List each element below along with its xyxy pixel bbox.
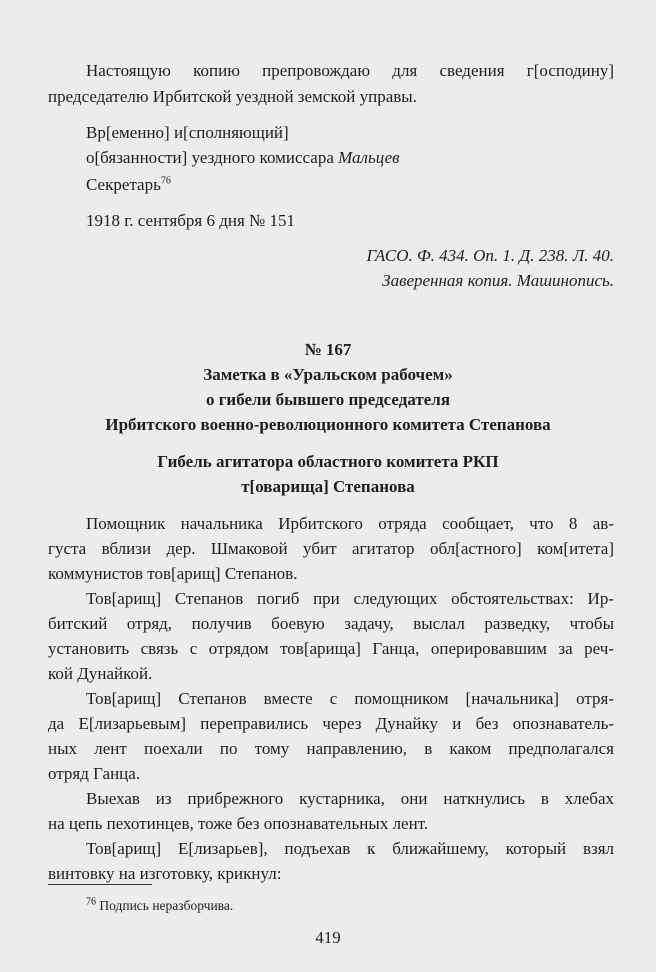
body-line: ных лент поехали по тому направлению, в каком предполагался (48, 739, 614, 758)
signature-line (86, 145, 400, 170)
signature-title: Вр[еменно] и[сполняющий] (86, 123, 289, 142)
document-number: № 167 (304, 340, 352, 359)
body-line: да Е[лизарьевым] переправились через Дунайку и без опознаватель- (48, 714, 614, 733)
signatory-name: Мальцев (338, 148, 400, 167)
footnote-divider (48, 884, 152, 885)
page-number: 419 (315, 928, 341, 947)
body-line: Тов[арищ] Степанов погиб при следующих обстоятельствах: Ир- (86, 589, 614, 608)
cover-note-line: Настоящую копию препровождаю для сведения г[осподину] (86, 61, 614, 80)
body-line: установить связь с отрядом тов[арища] Ганца, оперировавшим за реч- (48, 639, 614, 658)
body-line: винтовку на изготовку, крикнул: (48, 864, 282, 883)
article-headline: т[оварища] Степанова (241, 477, 415, 496)
signature-position: о[бязанности] уездного комиссара (86, 148, 334, 167)
document-title-line: Заметка в «Уральском рабочем» (203, 365, 453, 384)
body-line: кой Дунайкой. (48, 664, 153, 683)
body-line: битский отряд, получив боевую задачу, выслал разведку, чтобы (48, 614, 614, 633)
body-line: коммунистов тов[арищ] Степанов. (48, 564, 298, 583)
copy-description: Заверенная копия. Машинопись. (382, 271, 614, 290)
cover-note-line: председателю Ирбитской уездной земской управы. (48, 87, 417, 106)
body-line: отряд Ганца. (48, 764, 141, 783)
article-headline: Гибель агитатора областного комитета РКП (157, 452, 499, 471)
footnote-text: Подпись неразборчива. (96, 898, 234, 913)
document-title-line: Ирбитского военно-революционного комитета Степанова (105, 415, 551, 434)
body-line: на цепь пехотинцев, тоже без опознавательных лент. (48, 814, 429, 833)
body-line: густа вблизи дер. Шмаковой убит агитатор обл[астного] ком[итета] (48, 539, 614, 558)
footnote-number: 76 (86, 896, 96, 908)
date-line: 1918 г. сентября 6 дня № 151 (86, 211, 295, 230)
body-line: Помощник начальника Ирбитского отряда сообщает, что 8 ав- (86, 514, 614, 533)
body-line: Тов[арищ] Е[лизарьев], подъехав к ближайшему, который взял (86, 839, 614, 858)
secretary-label: Секретарь (86, 175, 161, 194)
footnote (86, 897, 233, 915)
body-line: Тов[арищ] Степанов вместе с помощником [начальника] отря- (86, 689, 614, 708)
body-line: Выехав из прибрежного кустарника, они наткнулись в хлебах (86, 789, 614, 808)
document-title-line: о гибели бывшего председателя (205, 390, 451, 409)
archive-reference: ГАСО. Ф. 434. Оп. 1. Д. 238. Л. 40. (366, 246, 614, 265)
footnote-marker: 76 (160, 175, 171, 187)
secretary-line (86, 172, 171, 197)
